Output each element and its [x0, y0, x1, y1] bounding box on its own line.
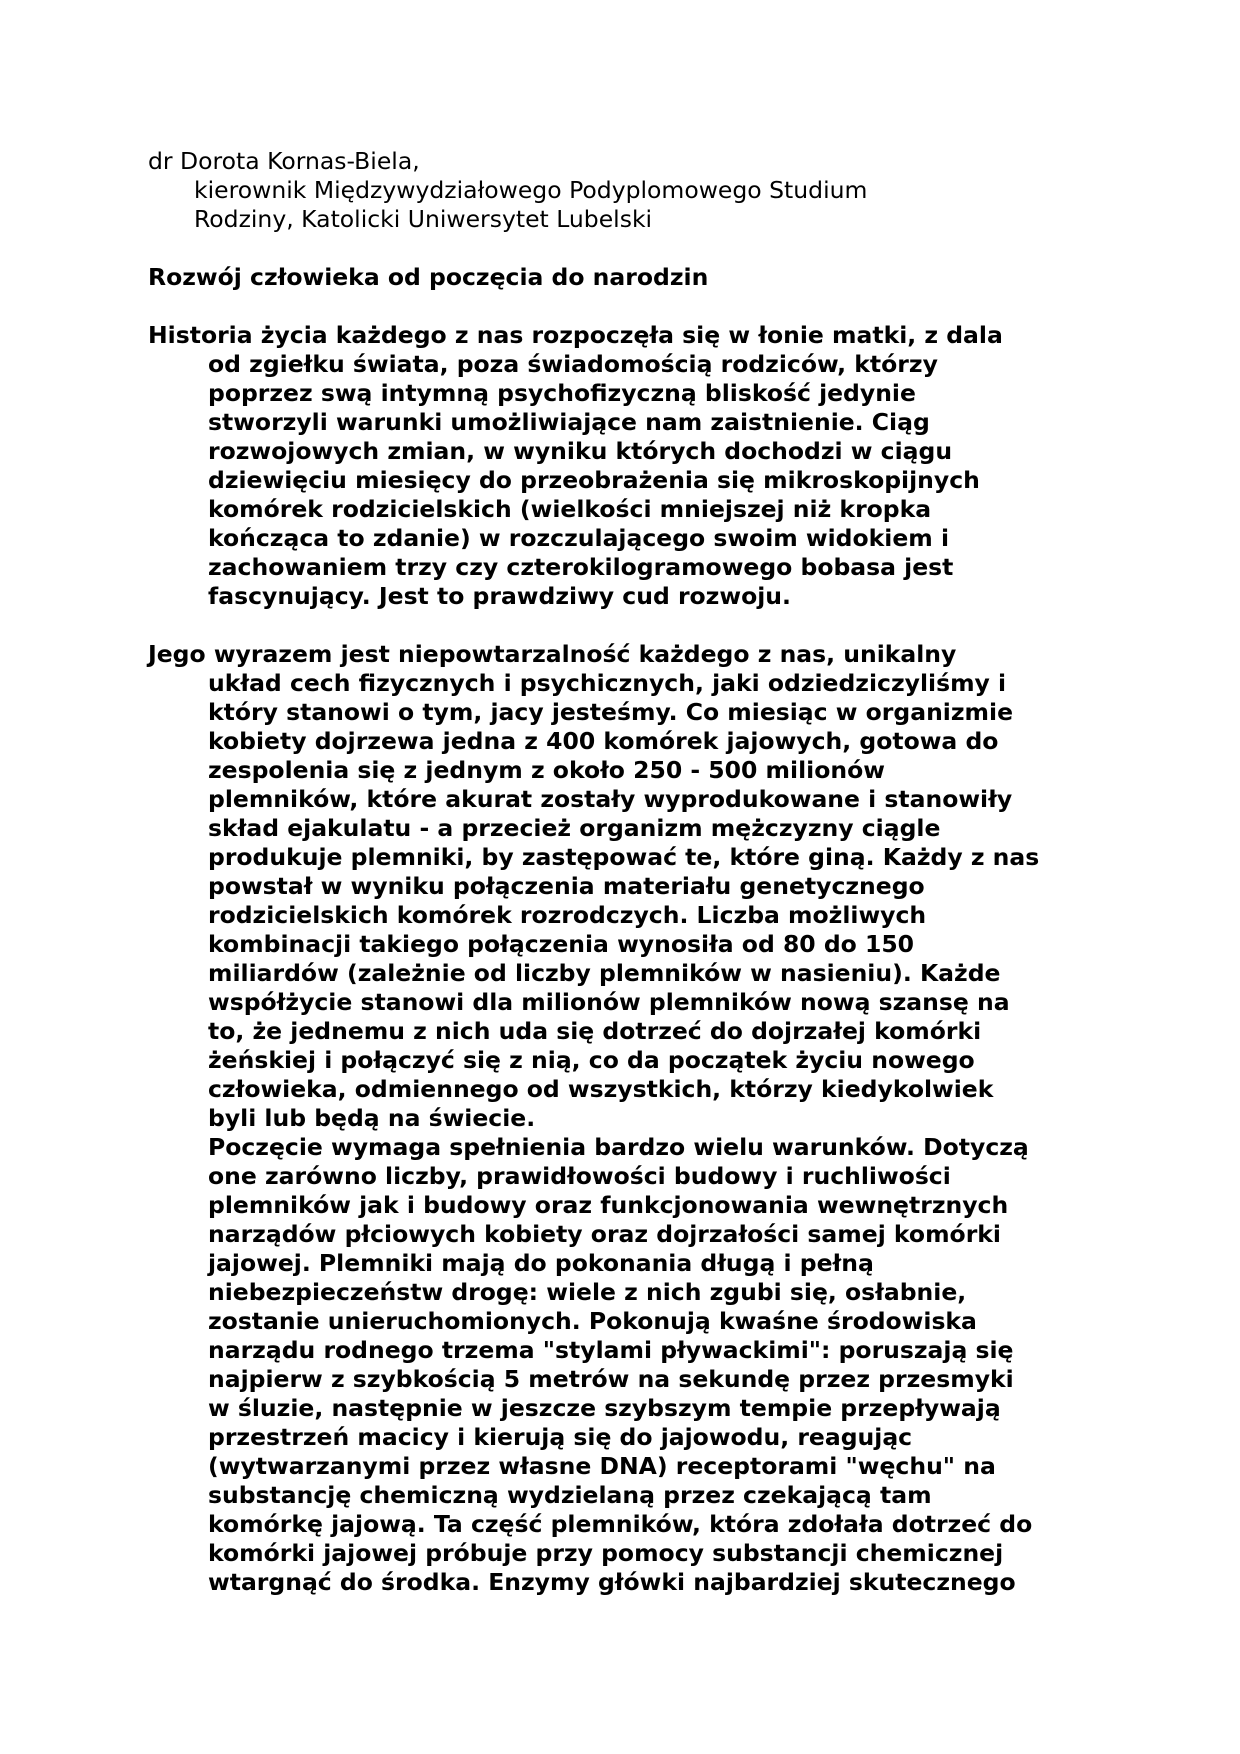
- text-line: komórkę jajową. Ta część plemników, która zdołała dotrzeć do: [208, 1510, 1033, 1538]
- text-line: który stanowi o tym, jacy jesteśmy. Co miesiąc w organizmie: [208, 698, 1014, 726]
- text-line: rozwojowych zmian, w wyniku których dochodzi w ciągu: [208, 437, 953, 465]
- text-line: w śluzie, następnie w jeszcze szybszym tempie przepływają: [208, 1394, 1001, 1422]
- text-line: one zarówno liczby, prawidłowości budowy i ruchliwości: [208, 1162, 951, 1190]
- text-line: powstał w wyniku połączenia materiału genetycznego: [208, 872, 925, 900]
- text-line: komórki jajowej próbuje przy pomocy substancji chemicznej: [208, 1539, 1004, 1567]
- text-line: stworzyli warunki umożliwiające nam zaistnienie. Ciąg: [208, 408, 930, 436]
- text-line: rodzicielskich komórek rozrodczych. Liczba możliwych: [208, 901, 927, 929]
- author-affiliation-line: Rodziny, Katolicki Uniwersytet Lubelski: [194, 205, 653, 233]
- author-name: dr Dorota Kornas-Biela,: [148, 147, 420, 175]
- text-line: produkuje plemniki, by zastępować te, które giną. Każdy z nas: [208, 843, 1040, 871]
- text-line: narządów płciowych kobiety oraz dojrzałości samej komórki: [208, 1220, 1001, 1248]
- text-line: plemników, które akurat zostały wyprodukowane i stanowiły: [208, 785, 1013, 813]
- text-line: to, że jednemu z nich uda się dotrzeć do dojrzałej komórki: [208, 1017, 982, 1045]
- text-line: narządu rodnego trzema "stylami pływackimi": poruszają się: [208, 1336, 1014, 1364]
- text-line: dziewięciu miesięcy do przeobrażenia się mikroskopijnych: [208, 466, 980, 494]
- text-line: jajowej. Plemniki mają do pokonania długą i pełną: [208, 1249, 874, 1277]
- text-line: człowieka, odmiennego od wszystkich, którzy kiedykolwiek: [208, 1075, 994, 1103]
- text-line: (wytwarzanymi przez własne DNA) receptorami "węchu" na: [208, 1452, 996, 1480]
- text-line: wtargnąć do środka. Enzymy główki najbardziej skutecznego: [208, 1568, 1016, 1596]
- text-line: współżycie stanowi dla milionów plemników nową szansę na: [208, 988, 1010, 1016]
- text-line: najpierw z szybkością 5 metrów na sekundę przez przesmyki: [208, 1365, 1014, 1393]
- text-line: byli lub będą na świecie.: [208, 1104, 536, 1132]
- text-line: niebezpieczeństw drogę: wiele z nich zgubi się, osłabnie,: [208, 1278, 967, 1306]
- text-line: Poczęcie wymaga spełnienia bardzo wielu warunków. Dotyczą: [208, 1133, 1029, 1161]
- text-line: poprzez swą intymną psychofizyczną bliskość jedynie: [208, 379, 916, 407]
- text-line: żeńskiej i połączyć się z nią, co da początek życiu nowego: [208, 1046, 975, 1074]
- text-line: przestrzeń macicy i kierują się do jajowodu, reagując: [208, 1423, 913, 1451]
- text-line: układ cech fizycznych i psychicznych, jaki odziedziczyliśmy i: [208, 669, 1007, 697]
- text-line: od zgiełku świata, poza świadomością rodziców, którzy: [208, 350, 938, 378]
- text-line: fascynujący. Jest to prawdziwy cud rozwoju.: [208, 582, 791, 610]
- text-line: zachowaniem trzy czy czterokilogramowego bobasa jest: [208, 553, 954, 581]
- document-title: Rozwój człowieka od poczęcia do narodzin: [148, 263, 709, 291]
- text-line: miliardów (zależnie od liczby plemników w nasieniu). Każde: [208, 959, 1001, 987]
- text-line: zostanie unieruchomionych. Pokonują kwaśne środowiska: [208, 1307, 977, 1335]
- author-affiliation-line: kierownik Międzywydziałowego Podyplomowego Studium: [194, 176, 868, 204]
- text-line: plemników jak i budowy oraz funkcjonowania wewnętrznych: [208, 1191, 1009, 1219]
- text-line: komórek rodzicielskich (wielkości mniejszej niż kropka: [208, 495, 932, 523]
- text-line: kombinacji takiego połączenia wynosiła od 80 do 150: [208, 930, 915, 958]
- text-line: zespolenia się z jednym z około 250 - 500 milionów: [208, 756, 885, 784]
- text-line: Historia życia każdego z nas rozpoczęła się w łonie matki, z dala: [148, 321, 1003, 349]
- text-line: kończąca to zdanie) w rozczulającego swoim widokiem i: [208, 524, 949, 552]
- text-line: skład ejakulatu - a przecież organizm mężczyzny ciągle: [208, 814, 941, 842]
- text-line: Jego wyrazem jest niepowtarzalność każdego z nas, unikalny: [148, 640, 957, 668]
- text-line: kobiety dojrzewa jedna z 400 komórek jajowych, gotowa do: [208, 727, 999, 755]
- text-line: substancję chemiczną wydzielaną przez czekającą tam: [208, 1481, 932, 1509]
